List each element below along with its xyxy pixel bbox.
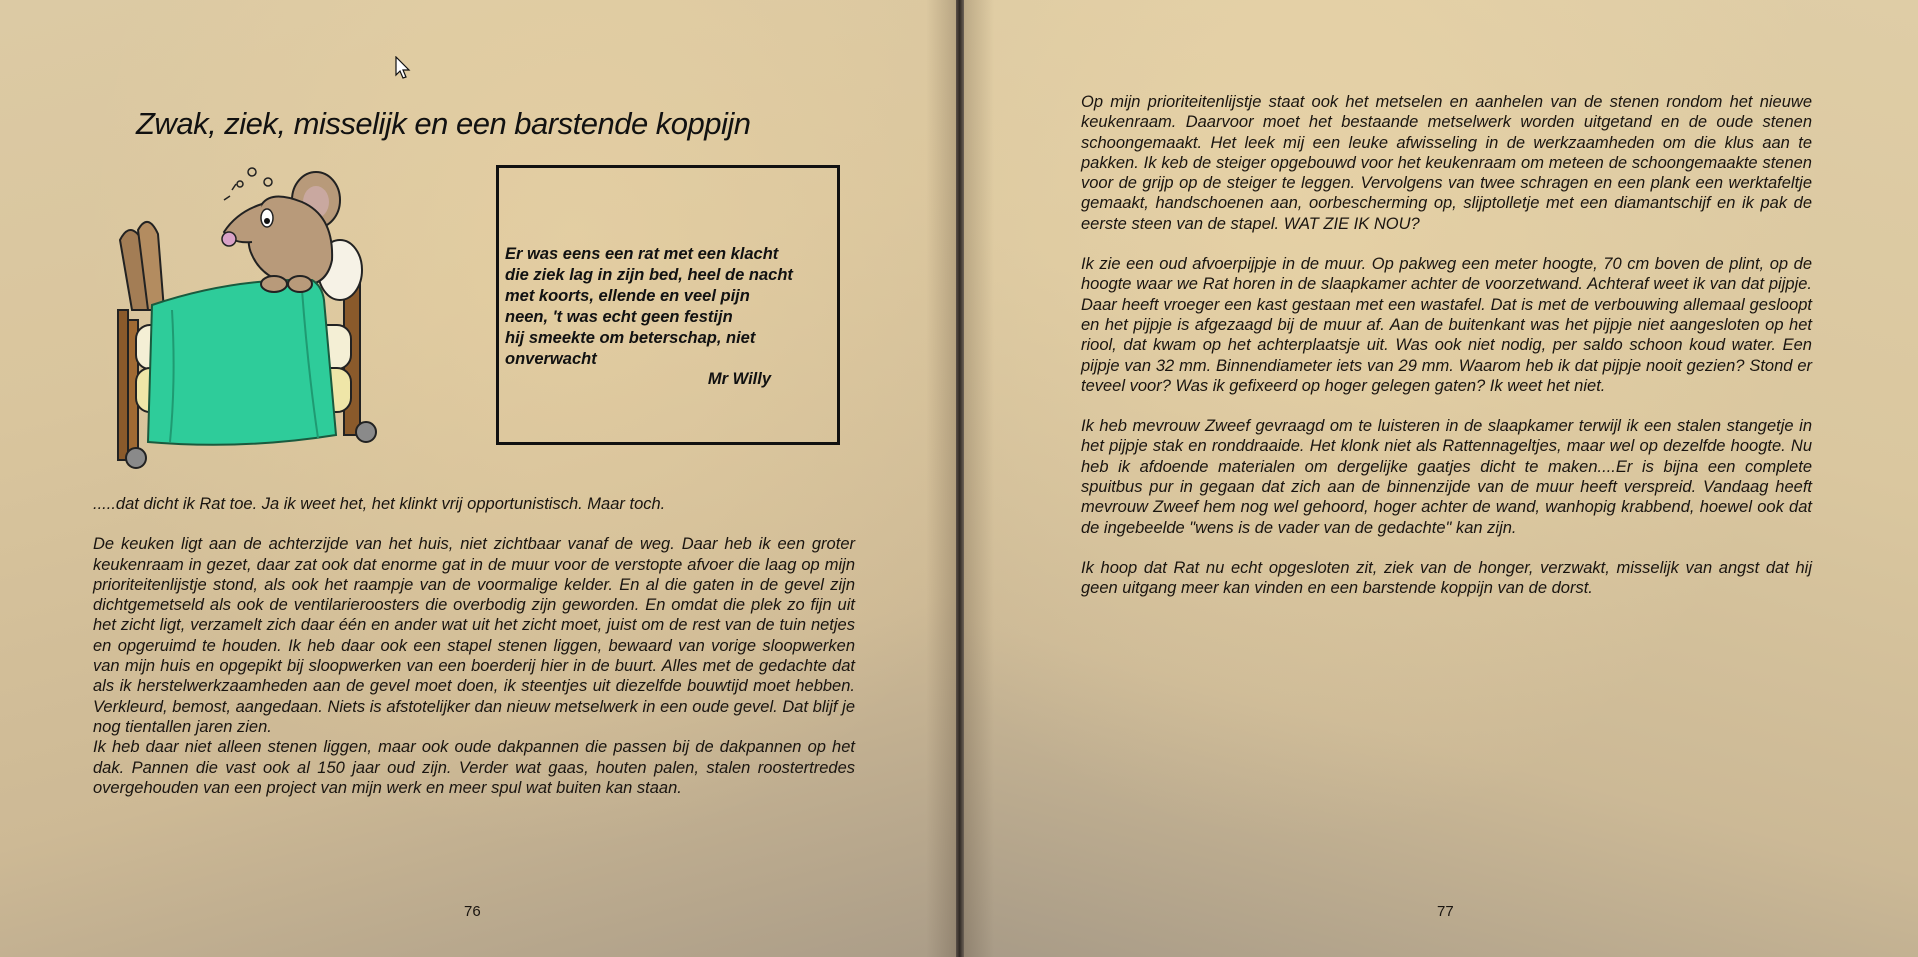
poem-author: Mr Willy (707, 370, 771, 388)
poem (505, 244, 835, 370)
poem-line: Er was eens een rat met een klacht (505, 245, 779, 263)
paragraph: Ik heb daar niet alleen stenen liggen, maar ook oude dakpannen die passen bij de dakpannen op het dak. Pannen die vast ook al 150 jaar oud zijn. Verder wat gaas, houten palen, stalen roostertredes overgehouden van een project van mijn werk en meer spul wat buiten kan staan. (93, 738, 855, 797)
page-number-left: 76 (464, 903, 481, 920)
poem-line: die ziek lag in zijn bed, heel de nacht (505, 266, 793, 284)
left-body-text (93, 494, 855, 798)
chapter-title: Zwak, ziek, misselijk en een barstende koppijn (136, 106, 751, 141)
page-number-right: 77 (1437, 903, 1454, 920)
mouse-cursor-icon (395, 56, 411, 80)
poem-line: hij smeekte om beterschap, niet (505, 329, 756, 347)
poem-line: onverwacht (505, 350, 597, 368)
page-shadow-left (926, 0, 956, 957)
paragraph: Ik zie een oud afvoerpijpje in de muur. Op pakweg een meter hoogte, 70 cm boven de plint, op de hoogte waar we Rat horen in de slaapkamer achter de voorzetwand. Achteraf weet ik van dat pijpje. Daar heeft vroeger een kast gestaan met een wastafel. Dat is met de verbouwing allemaal gesloopt en het pijpje is afgezaagd bij de muur af. Aan de buitenkant was het pijpje niet aangesloten op het riool, dat kwam op het achterplaatsje uit. Was ook niet nodig, per saldo schoon koud water. Een pijpje van 32 mm. Binnendiameter iets van 29 mm. Waarom heb ik dat pijpje nooit gezien? Stond er teveel voor? Was ik gefixeerd op hoger gelegen gaten? Ik weet het niet. (1081, 255, 1812, 395)
poem-line: neen, 't was echt geen festijn (505, 308, 733, 326)
poem-box (496, 165, 840, 445)
paragraph: Op mijn prioriteitenlijstje staat ook het metselen en aanhelen van de stenen rondom het nieuwe keukenraam. Daarvoor moet het bestaande metselwerk worden uitgetand en de oude stenen schoongemaakt. Het leek mij een leuke afwisseling in de werkzaamheden om die klus aan te pakken. Ik keb de steiger opgebouwd voor het keukenraam om meteen de schoongemaakte stenen voor de grijp op de steiger te leggen. Vervolgens van twee schragen en een plank een werktafeltje gemaakt, handschoenen aan, oorbescherming op, slijptolletje met een diamantschijf en ik pak de eerste steen van de stapel. WAT ZIE IK NOU? (1081, 93, 1812, 233)
poem-line: met koorts, ellende en veel pijn (505, 287, 750, 305)
book-gutter (956, 0, 964, 957)
page-right (964, 0, 1918, 957)
intro-paragraph: .....dat dicht ik Rat toe. Ja ik weet het, het klinkt vrij opportunistisch. Maar toch. (93, 495, 666, 513)
page-left (0, 0, 956, 957)
paragraph: Ik heb mevrouw Zweef gevraagd om te luisteren in de slaapkamer terwijl ik een stalen stangetje in het pijpje stak en ronddraaide. Het klonk niet als Rattennageltjes, maar wel op dezelfde hoogte. Nu heb ik afdoende materialen om dergelijke gaatjes dicht te maken....Er is bijna een complete spuitbus pur in gegaan dat zich aan de binnenzijde van de muur heeft verspreid. Vandaag heeft mevrouw Zweef hem nog wel gehoord, hoger achter de wand, wanhopig krabbend, hoewel ook dat de ingebeelde "wens is de vader van de gedachte" kan zijn. (1081, 417, 1812, 537)
sick-rat-illustration (112, 160, 467, 472)
paragraph: De keuken ligt aan de achterzijde van het huis, niet zichtbaar vanaf de weg. Daar heb ik een groter keukenraam in gezet, daar zat ook dat enorme gat in de muur voor de verstopte afvoer die laag op mijn prioriteitenlijstje stond, als ook het raampje van de voormalige kelder. En al die gaten in de gevel zijn dichtgemetseld als ook de ventilarieroosters die overbodig zijn geworden. En omdat die plek zo fijn uit het zicht ligt, verzamelt zich daar één en ander wat uit het zicht moet, juist om de rest van de tuin netjes en opgeruimd te houden. Ik heb daar ook een stapel stenen liggen, bewaard van vorige sloopwerken van mijn huis en opgepikt bij sloopwerken van een boerderij hier in de buurt. Alles met de gedachte dat als ik herstelwerkzaamheden aan de gevel moet doen, ik steentjes uit diezelfde bouwtijd moet hebben. Verkleurd, bemost, aangedaan. Niets is afstotelijker dan nieuw metselwerk in een oude gevel. Dat blijf je nog tientallen jaren zien. (93, 535, 855, 736)
right-body-text (1081, 92, 1812, 599)
paragraph: Ik hoop dat Rat nu echt opgesloten zit, ziek van de honger, verzwakt, misselijk van angst dat hij geen uitgang meer kan vinden en een barstende koppijn van de dorst. (1081, 558, 1812, 598)
page-shadow-right (964, 0, 994, 957)
